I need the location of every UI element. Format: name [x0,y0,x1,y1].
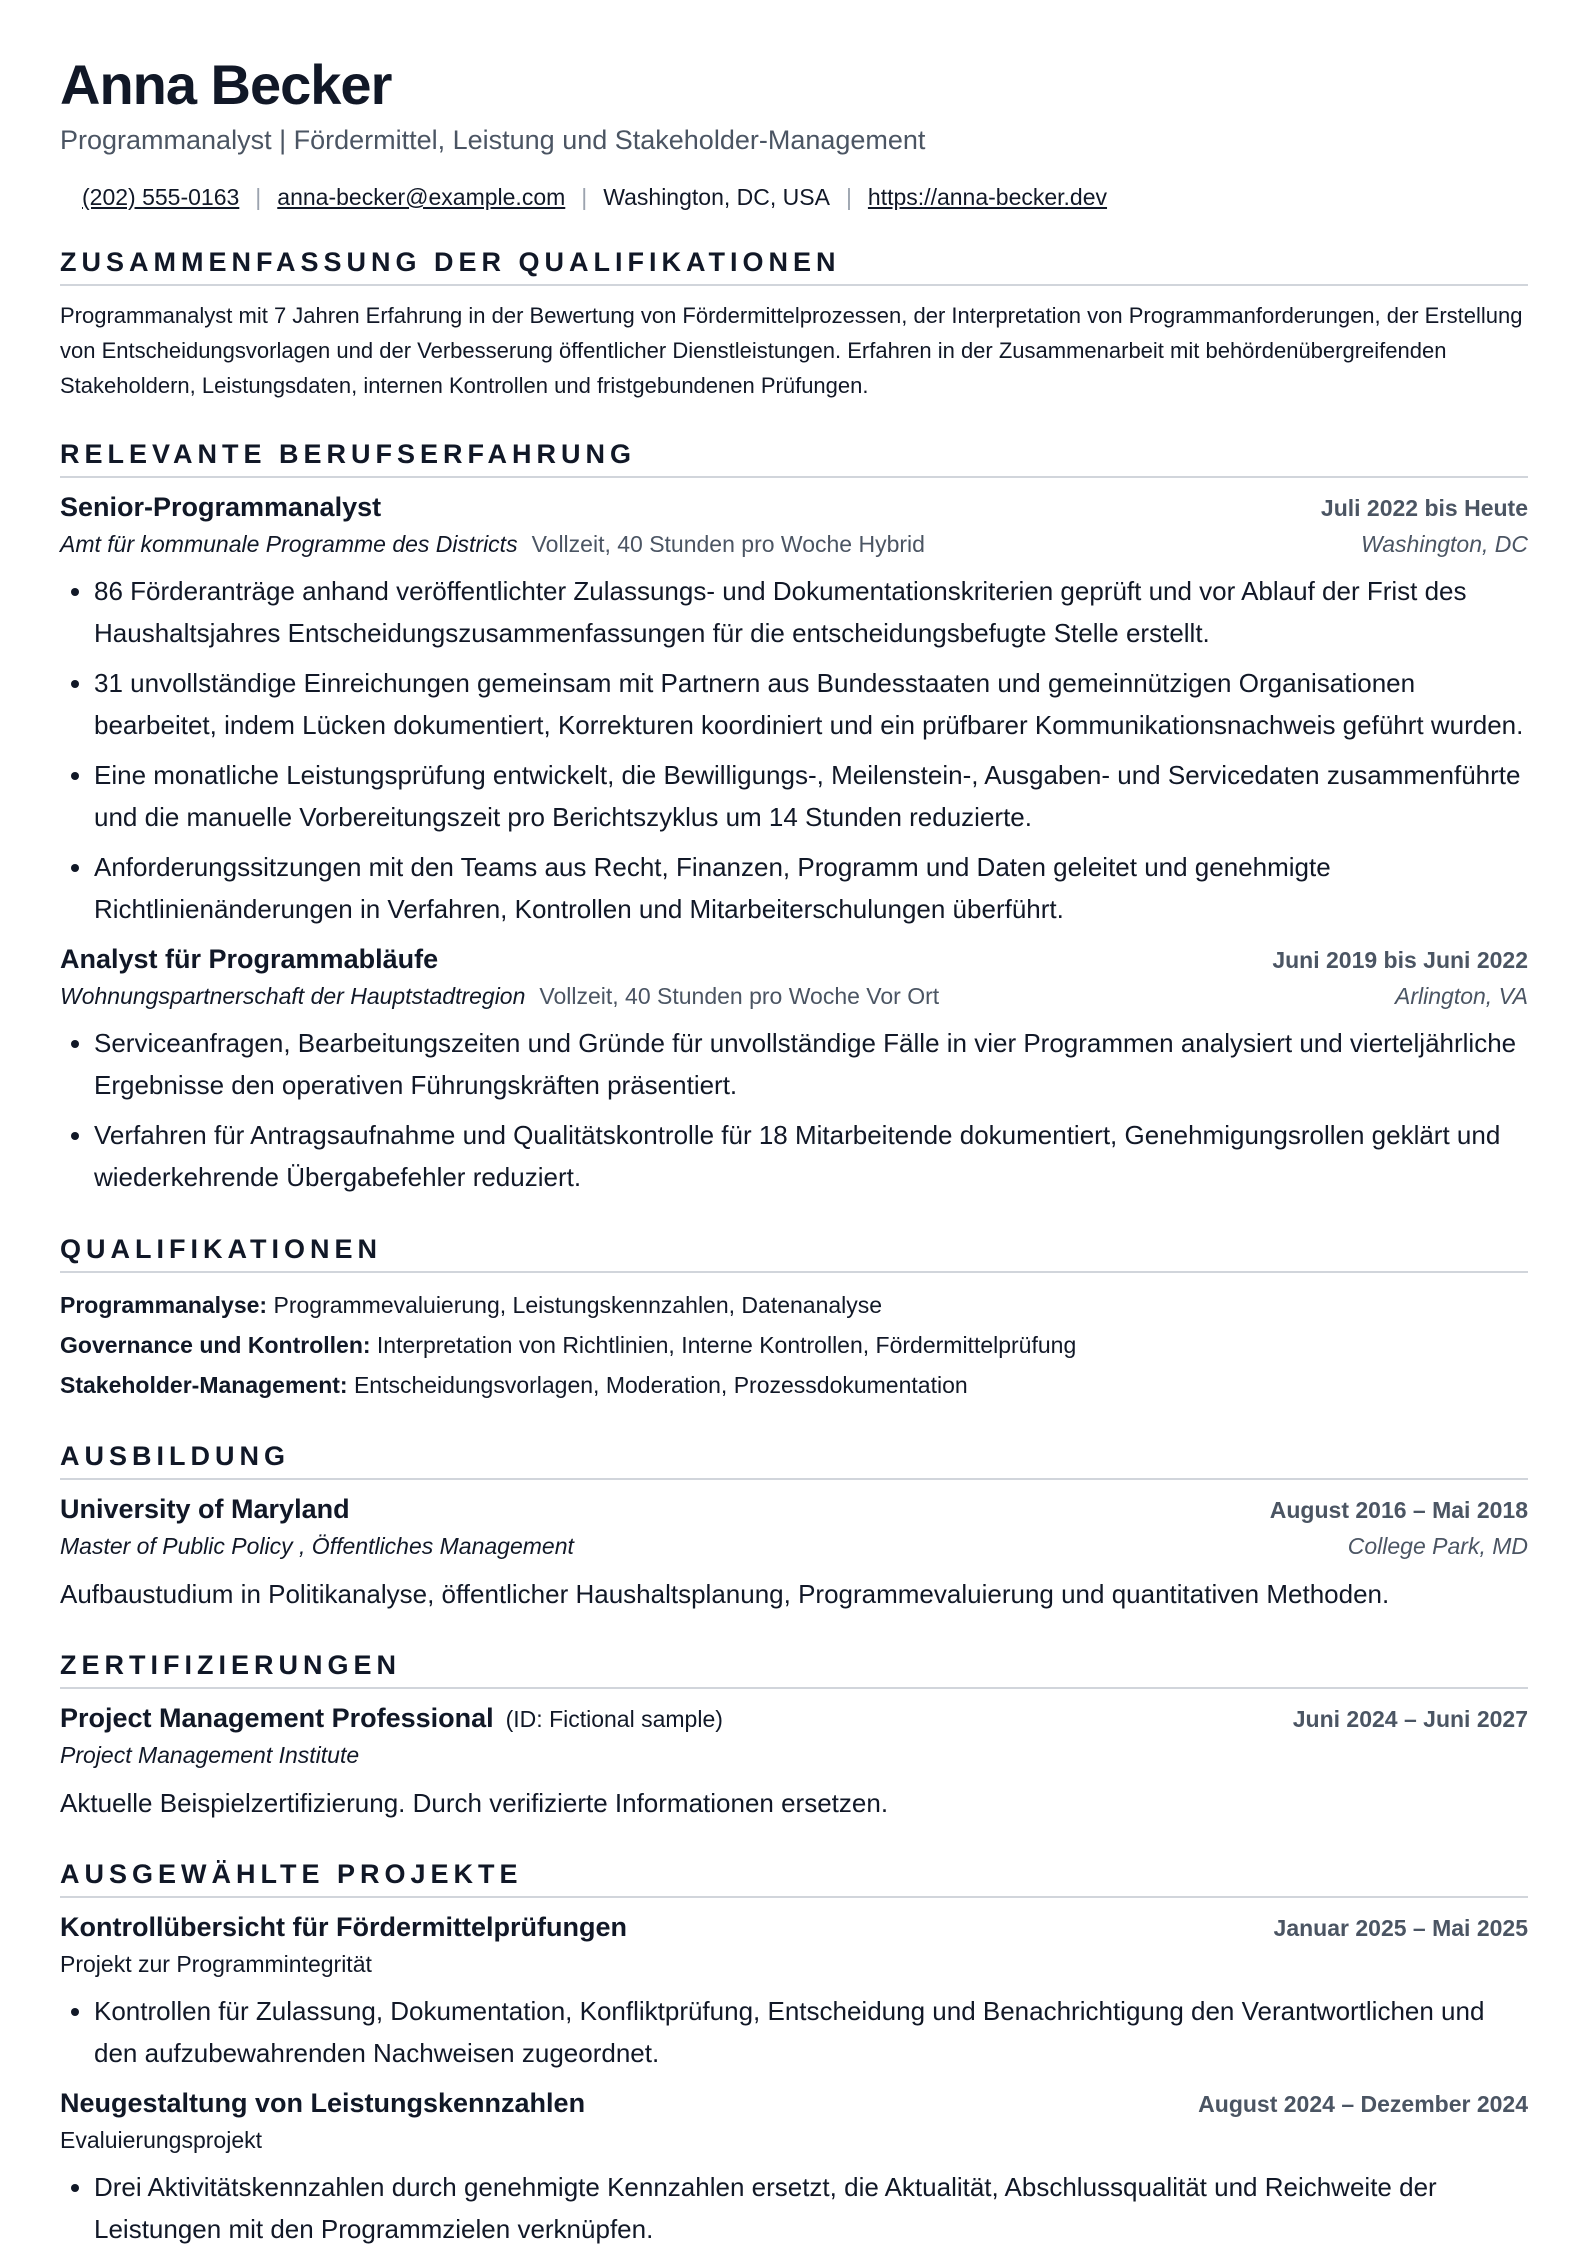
job-location: Arlington, VA [1395,982,1528,1009]
skill-label: Programmanalyse: [60,1291,268,1318]
skill-items: Programmevaluierung, Leistungskennzahlen, Datenanalyse [273,1291,883,1318]
contact-separator: | [255,183,262,210]
section-title-skills: QUALIFIKATIONEN [60,1234,1528,1273]
contact-separator: | [845,183,852,210]
section-title-summary: ZUSAMMENFASSUNG DER QUALIFIKATIONEN [60,247,1528,286]
bullet-item: • Verfahren für Antragsaufnahme und Qualitätskontrolle für 18 Mitarbeitende dokumentiert, Genehmigungsrollen geklärt und wiederkehrende Übergabefehler reduziert. [94,1114,1528,1198]
job-role: Senior-Programmanalyst [60,491,382,522]
project-name: Neugestaltung von Leistungskennzahlen [60,2087,586,2118]
project-dates: August 2024 – Dezember 2024 [1198,2090,1528,2117]
certification-dates: Juni 2024 – Juni 2027 [1292,1705,1528,1732]
website-link[interactable]: https://anna-becker.dev [867,183,1108,210]
certification-description: Aktuelle Beispielzertifizierung. Durch verifizierte Informationen ersetzen. [60,1787,889,1818]
contact-bar [60,184,1528,211]
candidate-name: Anna Becker [60,53,392,116]
job-dates: Juni 2019 bis Juni 2022 [1272,946,1528,973]
bullet-item: • 86 Förderanträge anhand veröffentlichter Zulassungs- und Dokumentationskriterien geprüft und vor Ablauf der Frist des Haushaltsjahres Entscheidungszusammenfassungen für die entscheidungsbefugte Stelle erstellt. [94,570,1528,654]
project-bullets [60,1990,1528,2074]
section-title-education: AUSBILDUNG [60,1441,1528,1480]
project-entry [60,2088,1528,2250]
bullet-item: • 31 unvollständige Einreichungen gemeinsam mit Partnern aus Bundesstaaten und gemeinnützigen Organisationen bearbeitet, indem Lücken dokumentiert, Korrekturen koordiniert und ein prüfbarer Kommunikationsnachweis geführt wurden. [94,662,1528,746]
certification-entry [60,1703,1528,1823]
degree-name: Master of Public Policy , Öffentliches Management [60,1532,574,1559]
job-role: Analyst für Programmabläufe [60,943,439,974]
job-bullets [60,1022,1528,1198]
job-entry [60,944,1528,1198]
project-name: Kontrollübersicht für Fördermittelprüfungen [60,1911,627,1942]
bullet-item: • Anforderungssitzungen mit den Teams aus Recht, Finanzen, Programm und Daten geleitet und genehmigte Richtlinienänderungen in Verfahren, Kontrollen und Mitarbeiterschulungen überführt. [94,846,1528,930]
education-location: College Park, MD [1347,1532,1528,1559]
skill-items: Interpretation von Richtlinien, Interne Kontrollen, Fördermittelprüfung [376,1331,1077,1358]
project-dates: Januar 2025 – Mai 2025 [1273,1914,1528,1941]
education-dates: August 2016 – Mai 2018 [1269,1496,1528,1523]
bullet-item: • Drei Aktivitätskennzahlen durch genehmigte Kennzahlen ersetzt, die Aktualität, Abschlussqualität und Reichweite der Leistungen mit den Programmzielen verknüpfen. [94,2166,1528,2250]
skill-group [60,1285,1528,1325]
skill-group [60,1325,1528,1365]
skill-items: Entscheidungsvorlagen, Moderation, Prozessdokumentation [353,1371,968,1398]
section-title-projects: AUSGEWÄHLTE PROJEKTE [60,1859,1528,1898]
certification-name: Project Management Professional [60,1702,494,1733]
certification-issuer: Project Management Institute [60,1741,360,1768]
bullet-item: • Kontrollen für Zulassung, Dokumentation, Konfliktprüfung, Entscheidung und Benachrichtigung den Verantwortlichen und den aufzubewahrenden Nachweisen zugeordnet. [94,1990,1528,2074]
skill-group [60,1365,1528,1405]
skill-label: Stakeholder-Management: [60,1371,348,1398]
section-title-experience: RELEVANTE BERUFSERFAHRUNG [60,439,1528,478]
job-organization: Wohnungspartnerschaft der Hauptstadtregion [60,982,526,1009]
section-title-certifications: ZERTIFIZIERUNGEN [60,1650,1528,1689]
job-dates: Juli 2022 bis Heute [1320,494,1528,521]
email-link[interactable]: anna-becker@example.com [277,183,566,210]
education-entry [60,1494,1528,1614]
job-entry [60,492,1528,930]
certification-id: (ID: Fictional sample) [505,1705,723,1732]
summary-text: Programmanalyst mit 7 Jahren Erfahrung in der Bewertung von Fördermittelprozessen, der Interpretation von Programmanforderungen, der Erstellung von Entscheidungsvorlagen und der Verbesserung öffentlicher Dienstleistungen. Erfahren in der Zusammenarbeit mit behördenübergreifenden Stakeholdern, Leistungsdaten, internen Kontrollen und fristgebundenen Prüfungen. [60,302,1523,398]
job-location: Washington, DC [1360,530,1528,557]
project-subtitle: Evaluierungsprojekt [60,2126,263,2153]
job-meta: Vollzeit, 40 Stunden pro Woche Vor Ort [539,982,940,1009]
job-bullets [60,570,1528,930]
job-meta: Vollzeit, 40 Stunden pro Woche Hybrid [531,530,925,557]
bullet-item: • Eine monatliche Leistungsprüfung entwickelt, die Bewilligungs-, Meilenstein-, Ausgaben- und Servicedaten zusammenführte und die manuelle Vorbereitungszeit pro Berichtszyklus um 14 Stunden reduzierte. [94,754,1528,838]
school-name: University of Maryland [60,1493,350,1524]
candidate-headline: Programmanalyst | Fördermittel, Leistung und Stakeholder-Management [60,124,926,155]
project-entry [60,1912,1528,2074]
location-text: Washington, DC, USA [603,183,830,210]
skill-label: Governance und Kontrollen: [60,1331,371,1358]
phone-link[interactable]: (202) 555-0163 [82,183,240,210]
contact-separator: | [581,183,588,210]
education-description: Aufbaustudium in Politikanalyse, öffentlicher Haushaltsplanung, Programmevaluierung und quantitativen Methoden. [60,1578,1390,1609]
bullet-item: • Serviceanfragen, Bearbeitungszeiten und Gründe für unvollständige Fälle in vier Programmen analysiert und vierteljährliche Ergebnisse den operativen Führungskräften präsentiert. [94,1022,1528,1106]
job-organization: Amt für kommunale Programme des Districts [60,530,518,557]
project-bullets [60,2166,1528,2250]
project-subtitle: Projekt zur Programmintegrität [60,1950,372,1977]
